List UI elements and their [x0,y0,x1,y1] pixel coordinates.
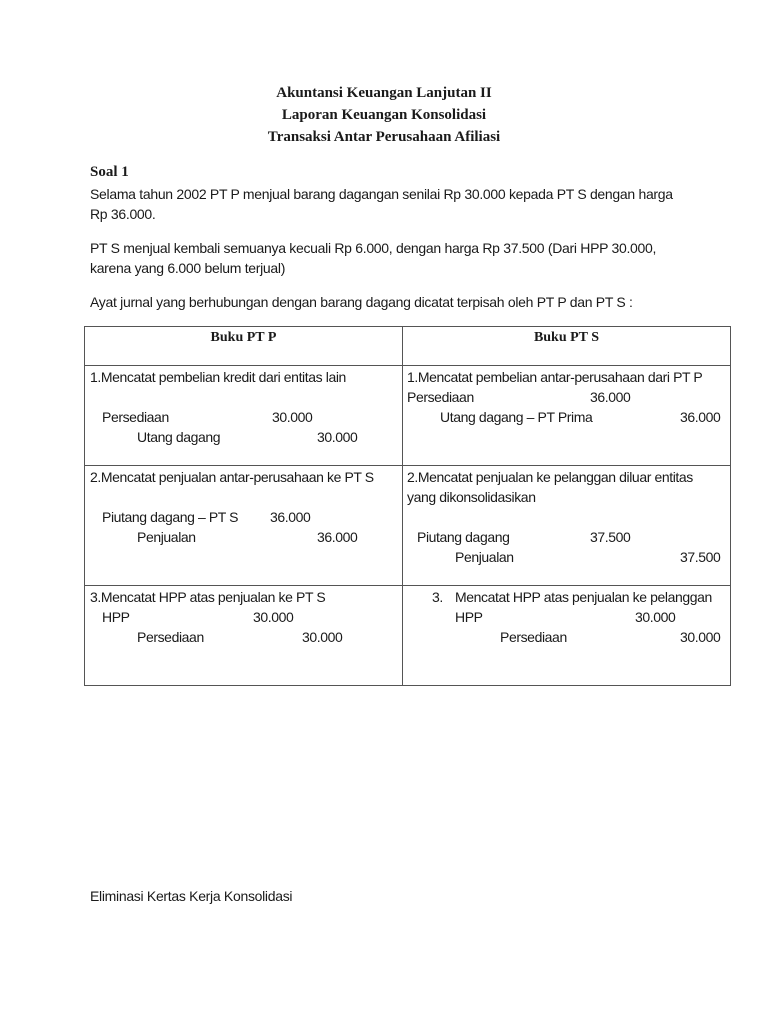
title-report: Laporan Keuangan Konsolidasi [281,107,487,123]
column-header-pt-p: Buku PT P [210,330,277,345]
credit-account: Penjualan [455,549,514,565]
problem-label: Soal 1 [90,164,129,180]
debit-account: Persediaan [407,389,474,405]
credit-amount: 36.000 [680,409,721,425]
entry-title-line-1: 2.Mencatat penjualan ke pelanggan diluar entitas [407,469,693,485]
paragraph-1 [90,184,690,224]
entry-title: Mencatat HPP atas penjualan ke pelanggan [455,589,712,605]
credit-account: Persediaan [137,629,204,645]
row-divider-header [85,365,730,366]
paragraph-3: Ayat jurnal yang berhubungan dengan barang dagang dicatat terpisah oleh PT P dan PT S : [90,294,633,310]
title-topic: Transaksi Antar Perusahaan Afiliasi [267,129,501,145]
credit-account: Penjualan [137,529,196,545]
section-heading-elimination: Eliminasi Kertas Kerja Konsolidasi [90,888,293,904]
debit-account: Persediaan [102,409,169,425]
entry-title: 1.Mencatat pembelian antar-perusahaan dari PT P [407,369,703,385]
credit-amount: 36.000 [317,529,358,545]
column-header-pt-s: Buku PT S [533,330,600,345]
credit-amount: 30.000 [317,429,358,445]
debit-amount: 36.000 [270,509,311,525]
document-titles [0,82,768,148]
entry-title: 3.Mencatat HPP atas penjualan ke PT S [90,589,326,605]
paragraph-2 [90,238,690,278]
debit-account: Piutang dagang – PT S [102,509,239,525]
entry-title: 2.Mencatat penjualan antar-perusahaan ke PT S [90,469,374,485]
title-course: Akuntansi Keuangan Lanjutan II [276,85,492,101]
paragraph-2-line-1: PT S menjual kembali semuanya kecuali Rp 6.000, dengan harga Rp 37.500 (Dari HPP 30.000, [90,240,657,256]
column-divider [402,327,403,685]
row-divider-1 [85,465,730,466]
credit-account: Utang dagang [137,429,221,445]
credit-account: Persediaan [500,629,567,645]
debit-account: Piutang dagang [417,529,510,545]
debit-account: HPP [102,609,130,625]
paragraph-2-line-2: karena yang 6.000 belum terjual) [90,260,286,276]
debit-account: HPP [455,609,483,625]
paragraph-1-line-2: Rp 36.000. [90,206,156,222]
credit-amount: 37.500 [680,549,721,565]
entry-number: 3. [432,589,443,605]
journal-table [84,326,731,686]
row-divider-2 [85,585,730,586]
debit-amount: 36.000 [590,389,631,405]
credit-amount: 30.000 [302,629,343,645]
debit-amount: 30.000 [272,409,313,425]
debit-amount: 30.000 [253,609,294,625]
credit-amount: 30.000 [680,629,721,645]
entry-title: 1.Mencatat pembelian kredit dari entitas lain [90,369,346,385]
debit-amount: 30.000 [635,609,676,625]
debit-amount: 37.500 [590,529,631,545]
entry-title-line-2: yang dikonsolidasikan [407,489,536,505]
credit-account: Utang dagang – PT Prima [440,409,593,425]
paragraph-1-line-1: Selama tahun 2002 PT P menjual barang dagangan senilai Rp 30.000 kepada PT S dengan harga [90,186,673,202]
